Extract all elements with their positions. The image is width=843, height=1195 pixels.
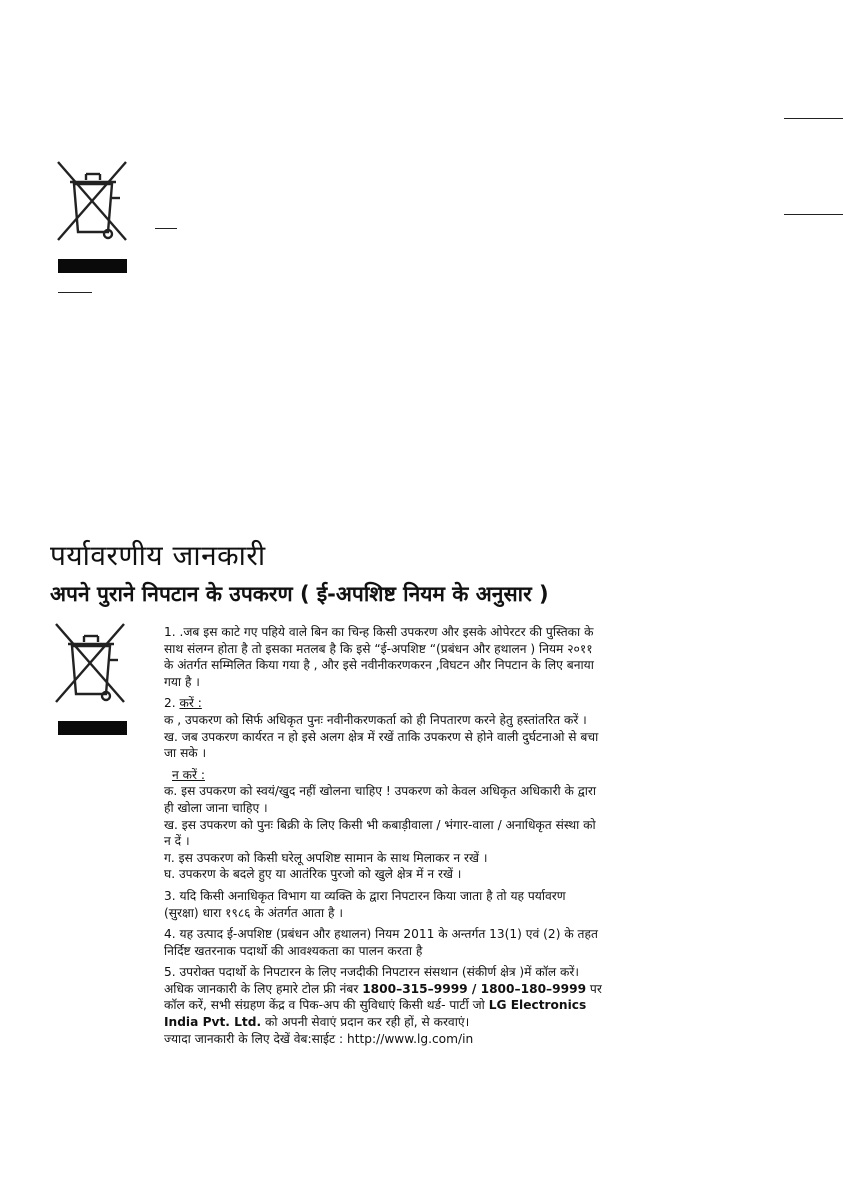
company-name: LG Electronics India Pvt. Ltd. <box>164 998 587 1030</box>
bin-black-bar-upper <box>58 259 127 273</box>
bin-black-bar-lower <box>58 721 127 735</box>
margin-line-upper <box>784 118 843 119</box>
toll-free-numbers: 1800–315–9999 / 1800–180–9999 <box>362 981 587 996</box>
donts-item-a: क. इस उपकरण को स्वयं/खुद नहीं खोलना चाहिए ! उपकरण को केवल अधिकृत अधिकारी के द्वारा ही खोला जाना चाहिए । <box>164 784 597 815</box>
p5-text-a: 5. उपरोक्त पदार्थो के निपटारन के लिए नजदीकी निपटारन संसथान (संकीर्ण क्षेत्र )में कॉल करें। अधिक जानकारी के लिए हमारे टोल फ्री नंबर <box>164 965 579 996</box>
crossed-out-bin-icon <box>50 620 130 708</box>
dos-heading: करें : <box>179 696 202 711</box>
website-line: ज्यादा जानकारी के लिए देखें वेब:साईट : http://www.lg.com/in <box>164 1031 474 1046</box>
p5-text-b: पर कॉल करें, सभी संग्रहण केंद्र व पिक-अप की सुविधाएं किसी थर्ड- पार्टी जो <box>164 981 602 1013</box>
page-title: पर्यावरणीय जानकारी <box>50 539 266 572</box>
notice-paragraph-4: 4. यह उत्पाद ई-अपशिष्ट (प्रबंधन और हथालन) नियम 2011 के अन्तर्गत 13(1) एवं (2) के तहत निर्दिष्ट खतरनाक पदार्थो की आवश्यकता का पालन करता है <box>164 927 598 958</box>
donts-item-d: घ. उपकरण के बदले हुए या आतंरिक पुरजो को खुले क्षेत्र में न रखें । <box>164 867 462 882</box>
margin-line-lower <box>784 214 843 215</box>
page-subtitle: अपने पुराने निपटान के उपकरण ( ई-अपशिष्ट नियम के अनुसार ) <box>50 582 549 606</box>
dos-heading-line <box>164 695 604 712</box>
dos-item-b: ख. जब उपकरण कार्यरत न हो इसे अलग क्षेत्र में रखें ताकि उपकरण से होने वाली दुर्घटनाओ से बचा जा सके । <box>164 729 599 761</box>
disposal-notice <box>164 624 604 1047</box>
notice-paragraph-1: 1. .जब इस काटे गए पहिये वाले बिन का चिन्ह किसी उपकरण और इसके ओपेरटर की पुस्तिका के साथ संलग्न होता है तो इसका मतलब है कि इसे “ई-अपशिष्ट “(प्रबंधन और हथालन ) नियम २०११ के अंतर्गत सम्मिलित किया गया है , और इसे नवीनीकरणकरन ,विघटन और निपटान के लिए बनाया गया है । <box>164 625 594 689</box>
upper-underline-left <box>58 292 92 293</box>
p5-text-c: को अपनी सेवाएं प्रदान कर रही हों, से करवाएं। <box>261 1015 470 1030</box>
donts-item-c: ग. इस उपकरण को किसी घरेलू अपशिष्ट सामान के साथ मिलाकर न रखें । <box>164 850 488 865</box>
crossed-out-bin-icon <box>52 158 132 246</box>
notice-paragraph-3: 3. यदि किसी अनाधिकृत विभाग या व्यक्ति के द्वारा निपटारन किया जाता है तो यह पर्यावरण (सुरक्षा) धारा १९८६ के अंतर्गत आता है । <box>164 888 566 920</box>
dos-item-a: क , उपकरण को सिर्फ अधिकृत पुनः नवीनीकरणकर्ता को ही निपतारण करने हेतु हस्तांतरित करें । <box>164 712 587 727</box>
donts-item-b: ख. इस उपकरण को पुनः बिक्री के लिए किसी भी कबाड़ीवाला / भंगार-वाला / अनाधिकृत संस्था को न दें । <box>164 817 596 849</box>
donts-heading-line <box>164 767 604 784</box>
notice-paragraph-5 <box>164 964 604 1030</box>
dos-number: 2. <box>164 696 180 711</box>
donts-heading: न करें : <box>172 767 205 782</box>
upper-underline-short <box>155 228 177 229</box>
